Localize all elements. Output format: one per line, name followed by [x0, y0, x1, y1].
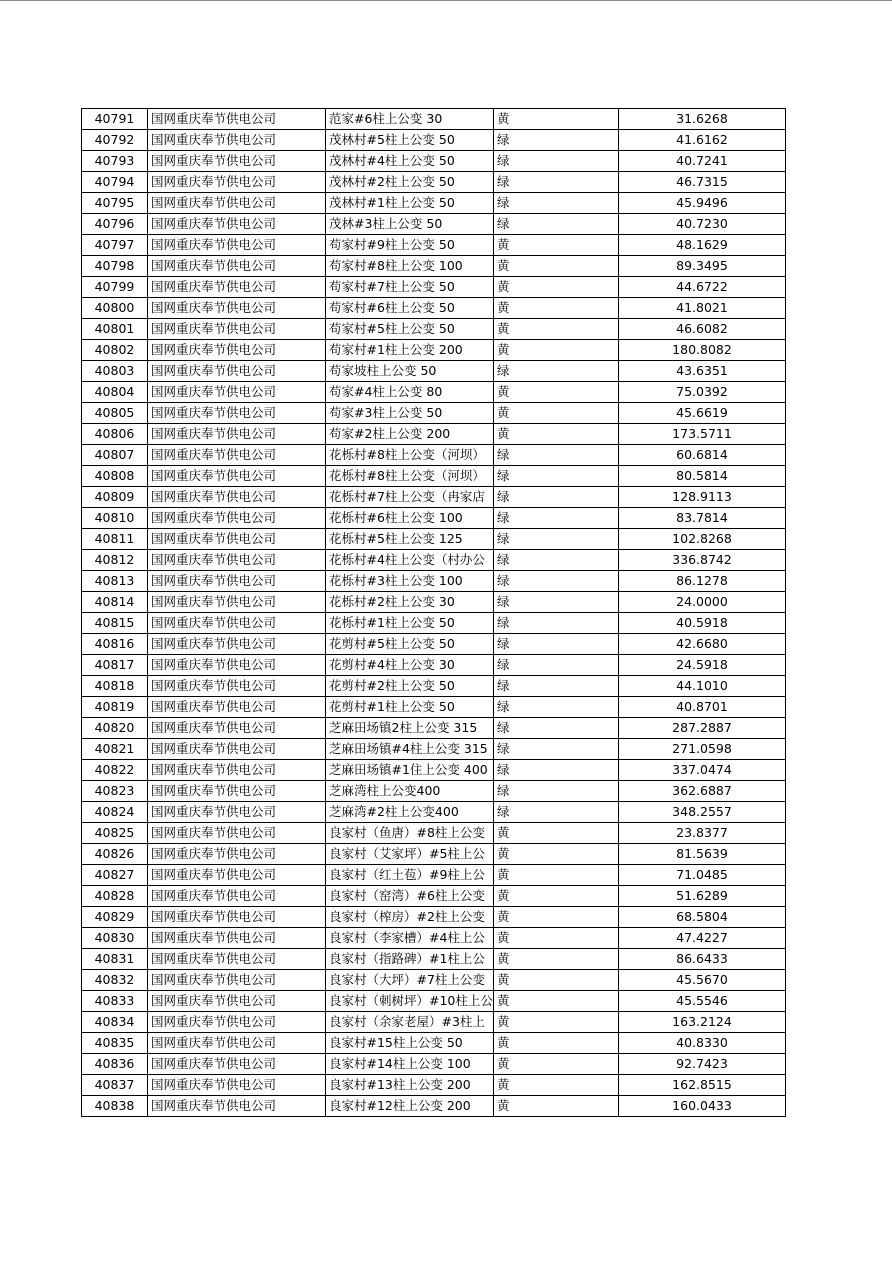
- cell-company: 国网重庆奉节供电公司: [148, 1096, 326, 1117]
- cell-company: 国网重庆奉节供电公司: [148, 130, 326, 151]
- table-row: [82, 739, 786, 760]
- cell-company: 国网重庆奉节供电公司: [148, 613, 326, 634]
- cell-id: 40815: [82, 613, 148, 634]
- cell-transformer-name: 苟家村#5柱上公变 50: [326, 319, 494, 340]
- table-row: [82, 235, 786, 256]
- cell-value: 80.5814: [619, 466, 786, 487]
- cell-company: 国网重庆奉节供电公司: [148, 193, 326, 214]
- cell-value: 40.7230: [619, 214, 786, 235]
- cell-id: 40838: [82, 1096, 148, 1117]
- cell-company: 国网重庆奉节供电公司: [148, 361, 326, 382]
- cell-value: 45.6619: [619, 403, 786, 424]
- cell-status: 黄: [494, 298, 619, 319]
- cell-status: 黄: [494, 277, 619, 298]
- cell-company: 国网重庆奉节供电公司: [148, 907, 326, 928]
- cell-company: 国网重庆奉节供电公司: [148, 1054, 326, 1075]
- cell-company: 国网重庆奉节供电公司: [148, 151, 326, 172]
- cell-id: 40837: [82, 1075, 148, 1096]
- cell-id: 40820: [82, 718, 148, 739]
- cell-status: 绿: [494, 571, 619, 592]
- cell-id: 40794: [82, 172, 148, 193]
- cell-status: 绿: [494, 172, 619, 193]
- cell-company: 国网重庆奉节供电公司: [148, 571, 326, 592]
- cell-id: 40799: [82, 277, 148, 298]
- cell-company: 国网重庆奉节供电公司: [148, 235, 326, 256]
- cell-value: 83.7814: [619, 508, 786, 529]
- cell-id: 40792: [82, 130, 148, 151]
- cell-transformer-name: 花栎村#5柱上公变 125: [326, 529, 494, 550]
- cell-status: 黄: [494, 109, 619, 130]
- table-row: [82, 466, 786, 487]
- cell-transformer-name: 花栎村#2柱上公变 30: [326, 592, 494, 613]
- cell-transformer-name: 花栎村#6柱上公变 100: [326, 508, 494, 529]
- cell-status: 黄: [494, 403, 619, 424]
- cell-company: 国网重庆奉节供电公司: [148, 109, 326, 130]
- cell-company: 国网重庆奉节供电公司: [148, 991, 326, 1012]
- cell-company: 国网重庆奉节供电公司: [148, 676, 326, 697]
- cell-transformer-name: 芝麻湾柱上公变400: [326, 781, 494, 802]
- cell-company: 国网重庆奉节供电公司: [148, 886, 326, 907]
- cell-transformer-name: 良家村（窑湾）#6柱上公变: [326, 886, 494, 907]
- cell-company: 国网重庆奉节供电公司: [148, 340, 326, 361]
- cell-id: 40791: [82, 109, 148, 130]
- table-row: [82, 445, 786, 466]
- cell-company: 国网重庆奉节供电公司: [148, 823, 326, 844]
- table-row: [82, 592, 786, 613]
- cell-company: 国网重庆奉节供电公司: [148, 844, 326, 865]
- cell-value: 162.8515: [619, 1075, 786, 1096]
- cell-company: 国网重庆奉节供电公司: [148, 487, 326, 508]
- cell-company: 国网重庆奉节供电公司: [148, 403, 326, 424]
- cell-transformer-name: 茂林村#5柱上公变 50: [326, 130, 494, 151]
- cell-status: 黄: [494, 886, 619, 907]
- cell-company: 国网重庆奉节供电公司: [148, 319, 326, 340]
- cell-value: 180.8082: [619, 340, 786, 361]
- cell-status: 黄: [494, 865, 619, 886]
- cell-status: 绿: [494, 466, 619, 487]
- cell-id: 40818: [82, 676, 148, 697]
- cell-id: 40831: [82, 949, 148, 970]
- cell-value: 45.5670: [619, 970, 786, 991]
- cell-transformer-name: 苟家村#7柱上公变 50: [326, 277, 494, 298]
- table-row: [82, 697, 786, 718]
- table-row: [82, 403, 786, 424]
- cell-company: 国网重庆奉节供电公司: [148, 277, 326, 298]
- table-row: [82, 1075, 786, 1096]
- cell-transformer-name: 苟家坡柱上公变 50: [326, 361, 494, 382]
- table-row: [82, 781, 786, 802]
- cell-company: 国网重庆奉节供电公司: [148, 445, 326, 466]
- cell-company: 国网重庆奉节供电公司: [148, 718, 326, 739]
- cell-status: 绿: [494, 613, 619, 634]
- cell-transformer-name: 茂林村#2柱上公变 50: [326, 172, 494, 193]
- cell-status: 黄: [494, 1012, 619, 1033]
- table-row: [82, 823, 786, 844]
- cell-company: 国网重庆奉节供电公司: [148, 1012, 326, 1033]
- table-row: [82, 340, 786, 361]
- cell-status: 黄: [494, 1075, 619, 1096]
- cell-value: 51.6289: [619, 886, 786, 907]
- table-row: [82, 970, 786, 991]
- cell-value: 160.0433: [619, 1096, 786, 1117]
- cell-value: 348.2557: [619, 802, 786, 823]
- cell-status: 黄: [494, 844, 619, 865]
- cell-id: 40808: [82, 466, 148, 487]
- table-row: [82, 172, 786, 193]
- table-row: [82, 424, 786, 445]
- cell-value: 44.1010: [619, 676, 786, 697]
- cell-status: 黄: [494, 340, 619, 361]
- cell-id: 40834: [82, 1012, 148, 1033]
- cell-status: 绿: [494, 634, 619, 655]
- cell-id: 40800: [82, 298, 148, 319]
- cell-status: 黄: [494, 949, 619, 970]
- cell-transformer-name: 苟家村#9柱上公变 50: [326, 235, 494, 256]
- table-row: [82, 487, 786, 508]
- cell-transformer-name: 花栎村#8柱上公变（河坝）: [326, 466, 494, 487]
- table-row: [82, 529, 786, 550]
- cell-id: 40814: [82, 592, 148, 613]
- table-row: [82, 760, 786, 781]
- table-row: [82, 928, 786, 949]
- cell-id: 40812: [82, 550, 148, 571]
- cell-transformer-name: 良家村（刺树坪）#10柱上公: [326, 991, 494, 1012]
- cell-status: 黄: [494, 1096, 619, 1117]
- cell-value: 47.4227: [619, 928, 786, 949]
- table-row: [82, 550, 786, 571]
- cell-company: 国网重庆奉节供电公司: [148, 949, 326, 970]
- cell-id: 40809: [82, 487, 148, 508]
- cell-id: 40835: [82, 1033, 148, 1054]
- cell-transformer-name: 花栎村#3柱上公变 100: [326, 571, 494, 592]
- cell-status: 绿: [494, 697, 619, 718]
- cell-status: 绿: [494, 592, 619, 613]
- table-row: [82, 1096, 786, 1117]
- cell-value: 102.8268: [619, 529, 786, 550]
- cell-id: 40821: [82, 739, 148, 760]
- table-row: [82, 655, 786, 676]
- page-top-rule: [0, 0, 892, 1]
- cell-transformer-name: 花剪村#4柱上公变 30: [326, 655, 494, 676]
- table-row: [82, 1033, 786, 1054]
- cell-transformer-name: 良家村（指路碑）#1柱上公: [326, 949, 494, 970]
- cell-id: 40817: [82, 655, 148, 676]
- cell-transformer-name: 花栎村#4柱上公变（村办公: [326, 550, 494, 571]
- cell-id: 40828: [82, 886, 148, 907]
- cell-company: 国网重庆奉节供电公司: [148, 529, 326, 550]
- cell-value: 43.6351: [619, 361, 786, 382]
- cell-value: 128.9113: [619, 487, 786, 508]
- cell-status: 黄: [494, 235, 619, 256]
- cell-id: 40795: [82, 193, 148, 214]
- cell-value: 68.5804: [619, 907, 786, 928]
- cell-company: 国网重庆奉节供电公司: [148, 655, 326, 676]
- cell-status: 绿: [494, 550, 619, 571]
- cell-id: 40811: [82, 529, 148, 550]
- cell-company: 国网重庆奉节供电公司: [148, 697, 326, 718]
- cell-id: 40804: [82, 382, 148, 403]
- cell-status: 绿: [494, 130, 619, 151]
- cell-status: 黄: [494, 1054, 619, 1075]
- cell-value: 40.8701: [619, 697, 786, 718]
- cell-company: 国网重庆奉节供电公司: [148, 550, 326, 571]
- cell-id: 40833: [82, 991, 148, 1012]
- cell-company: 国网重庆奉节供电公司: [148, 172, 326, 193]
- cell-transformer-name: 良家村（李家槽）#4柱上公: [326, 928, 494, 949]
- cell-transformer-name: 苟家#2柱上公变 200: [326, 424, 494, 445]
- cell-transformer-name: 芝麻田场镇2柱上公变 315: [326, 718, 494, 739]
- cell-value: 40.5918: [619, 613, 786, 634]
- cell-value: 92.7423: [619, 1054, 786, 1075]
- cell-value: 24.5918: [619, 655, 786, 676]
- cell-value: 45.9496: [619, 193, 786, 214]
- cell-id: 40816: [82, 634, 148, 655]
- cell-value: 75.0392: [619, 382, 786, 403]
- cell-value: 60.6814: [619, 445, 786, 466]
- cell-id: 40822: [82, 760, 148, 781]
- cell-status: 绿: [494, 718, 619, 739]
- cell-id: 40827: [82, 865, 148, 886]
- table-row: [82, 718, 786, 739]
- cell-id: 40832: [82, 970, 148, 991]
- cell-id: 40796: [82, 214, 148, 235]
- cell-status: 绿: [494, 487, 619, 508]
- cell-status: 绿: [494, 781, 619, 802]
- cell-value: 45.5546: [619, 991, 786, 1012]
- cell-status: 黄: [494, 382, 619, 403]
- cell-id: 40836: [82, 1054, 148, 1075]
- cell-id: 40798: [82, 256, 148, 277]
- cell-value: 31.6268: [619, 109, 786, 130]
- cell-status: 绿: [494, 193, 619, 214]
- cell-value: 46.7315: [619, 172, 786, 193]
- cell-status: 黄: [494, 991, 619, 1012]
- cell-id: 40807: [82, 445, 148, 466]
- cell-company: 国网重庆奉节供电公司: [148, 592, 326, 613]
- cell-transformer-name: 范家#6柱上公变 30: [326, 109, 494, 130]
- cell-transformer-name: 良家村（榨房）#2柱上公变: [326, 907, 494, 928]
- cell-id: 40805: [82, 403, 148, 424]
- cell-company: 国网重庆奉节供电公司: [148, 865, 326, 886]
- cell-company: 国网重庆奉节供电公司: [148, 382, 326, 403]
- table-row: [82, 676, 786, 697]
- cell-transformer-name: 花剪村#1柱上公变 50: [326, 697, 494, 718]
- cell-id: 40819: [82, 697, 148, 718]
- cell-transformer-name: 茂林#3柱上公变 50: [326, 214, 494, 235]
- table-row: [82, 571, 786, 592]
- cell-value: 86.6433: [619, 949, 786, 970]
- cell-company: 国网重庆奉节供电公司: [148, 1033, 326, 1054]
- cell-company: 国网重庆奉节供电公司: [148, 298, 326, 319]
- data-table: [81, 108, 786, 1117]
- cell-transformer-name: 良家村#13柱上公变 200: [326, 1075, 494, 1096]
- cell-value: 41.8021: [619, 298, 786, 319]
- cell-value: 41.6162: [619, 130, 786, 151]
- table-row: [82, 130, 786, 151]
- cell-value: 271.0598: [619, 739, 786, 760]
- cell-status: 绿: [494, 508, 619, 529]
- cell-status: 黄: [494, 424, 619, 445]
- cell-company: 国网重庆奉节供电公司: [148, 508, 326, 529]
- cell-id: 40793: [82, 151, 148, 172]
- cell-transformer-name: 芝麻湾#2柱上公变400: [326, 802, 494, 823]
- cell-value: 337.0474: [619, 760, 786, 781]
- cell-transformer-name: 茂林村#1柱上公变 50: [326, 193, 494, 214]
- cell-company: 国网重庆奉节供电公司: [148, 802, 326, 823]
- table-row: [82, 949, 786, 970]
- cell-status: 绿: [494, 739, 619, 760]
- cell-value: 42.6680: [619, 634, 786, 655]
- cell-transformer-name: 花栎村#7柱上公变（冉家店: [326, 487, 494, 508]
- cell-status: 黄: [494, 319, 619, 340]
- cell-transformer-name: 苟家村#6柱上公变 50: [326, 298, 494, 319]
- cell-id: 40806: [82, 424, 148, 445]
- table-row: [82, 802, 786, 823]
- cell-status: 绿: [494, 760, 619, 781]
- cell-status: 黄: [494, 823, 619, 844]
- cell-transformer-name: 良家村（艾家坪）#5柱上公: [326, 844, 494, 865]
- table-row: [82, 991, 786, 1012]
- table-row: [82, 865, 786, 886]
- cell-status: 黄: [494, 256, 619, 277]
- cell-transformer-name: 花剪村#2柱上公变 50: [326, 676, 494, 697]
- cell-company: 国网重庆奉节供电公司: [148, 1075, 326, 1096]
- cell-status: 绿: [494, 151, 619, 172]
- cell-company: 国网重庆奉节供电公司: [148, 928, 326, 949]
- cell-status: 绿: [494, 445, 619, 466]
- table-row: [82, 109, 786, 130]
- cell-status: 绿: [494, 676, 619, 697]
- cell-id: 40825: [82, 823, 148, 844]
- table-row: [82, 508, 786, 529]
- cell-value: 44.6722: [619, 277, 786, 298]
- cell-company: 国网重庆奉节供电公司: [148, 739, 326, 760]
- cell-status: 黄: [494, 1033, 619, 1054]
- cell-id: 40797: [82, 235, 148, 256]
- table-body: [82, 109, 786, 1117]
- cell-company: 国网重庆奉节供电公司: [148, 256, 326, 277]
- cell-transformer-name: 良家村（余家老屋）#3柱上: [326, 1012, 494, 1033]
- cell-id: 40802: [82, 340, 148, 361]
- cell-transformer-name: 茂林村#4柱上公变 50: [326, 151, 494, 172]
- cell-transformer-name: 芝麻田场镇#4柱上公变 315: [326, 739, 494, 760]
- cell-id: 40830: [82, 928, 148, 949]
- table-row: [82, 151, 786, 172]
- cell-value: 81.5639: [619, 844, 786, 865]
- cell-transformer-name: 良家村（大坪）#7柱上公变: [326, 970, 494, 991]
- cell-status: 绿: [494, 529, 619, 550]
- cell-value: 71.0485: [619, 865, 786, 886]
- cell-transformer-name: 苟家#3柱上公变 50: [326, 403, 494, 424]
- cell-transformer-name: 花栎村#8柱上公变（河坝）: [326, 445, 494, 466]
- cell-value: 24.0000: [619, 592, 786, 613]
- cell-company: 国网重庆奉节供电公司: [148, 634, 326, 655]
- cell-id: 40824: [82, 802, 148, 823]
- cell-value: 173.5711: [619, 424, 786, 445]
- cell-value: 287.2887: [619, 718, 786, 739]
- cell-value: 23.8377: [619, 823, 786, 844]
- cell-company: 国网重庆奉节供电公司: [148, 781, 326, 802]
- table-row: [82, 277, 786, 298]
- cell-transformer-name: 良家村#12柱上公变 200: [326, 1096, 494, 1117]
- table-row: [82, 634, 786, 655]
- cell-transformer-name: 苟家#4柱上公变 80: [326, 382, 494, 403]
- table-row: [82, 214, 786, 235]
- cell-id: 40829: [82, 907, 148, 928]
- cell-status: 绿: [494, 655, 619, 676]
- cell-company: 国网重庆奉节供电公司: [148, 424, 326, 445]
- cell-status: 绿: [494, 214, 619, 235]
- table-row: [82, 907, 786, 928]
- cell-value: 336.8742: [619, 550, 786, 571]
- cell-company: 国网重庆奉节供电公司: [148, 760, 326, 781]
- cell-company: 国网重庆奉节供电公司: [148, 970, 326, 991]
- cell-value: 86.1278: [619, 571, 786, 592]
- cell-status: 绿: [494, 802, 619, 823]
- table-row: [82, 1054, 786, 1075]
- cell-id: 40801: [82, 319, 148, 340]
- table-row: [82, 193, 786, 214]
- cell-transformer-name: 花剪村#5柱上公变 50: [326, 634, 494, 655]
- table-row: [82, 382, 786, 403]
- table-row: [82, 256, 786, 277]
- table-row: [82, 319, 786, 340]
- table-row: [82, 1012, 786, 1033]
- cell-status: 绿: [494, 361, 619, 382]
- cell-id: 40803: [82, 361, 148, 382]
- cell-transformer-name: 芝麻田场镇#1住上公变 400: [326, 760, 494, 781]
- cell-value: 89.3495: [619, 256, 786, 277]
- cell-id: 40810: [82, 508, 148, 529]
- cell-value: 46.6082: [619, 319, 786, 340]
- cell-transformer-name: 苟家村#8柱上公变 100: [326, 256, 494, 277]
- cell-company: 国网重庆奉节供电公司: [148, 466, 326, 487]
- cell-status: 黄: [494, 970, 619, 991]
- cell-value: 163.2124: [619, 1012, 786, 1033]
- cell-status: 黄: [494, 928, 619, 949]
- cell-id: 40813: [82, 571, 148, 592]
- cell-value: 40.7241: [619, 151, 786, 172]
- cell-id: 40823: [82, 781, 148, 802]
- cell-value: 48.1629: [619, 235, 786, 256]
- cell-value: 362.6887: [619, 781, 786, 802]
- cell-value: 40.8330: [619, 1033, 786, 1054]
- cell-company: 国网重庆奉节供电公司: [148, 214, 326, 235]
- cell-transformer-name: 良家村#15柱上公变 50: [326, 1033, 494, 1054]
- table-row: [82, 298, 786, 319]
- cell-status: 黄: [494, 907, 619, 928]
- table-row: [82, 844, 786, 865]
- table-row: [82, 886, 786, 907]
- cell-transformer-name: 苟家村#1柱上公变 200: [326, 340, 494, 361]
- cell-id: 40826: [82, 844, 148, 865]
- cell-transformer-name: 良家村#14柱上公变 100: [326, 1054, 494, 1075]
- cell-transformer-name: 花栎村#1柱上公变 50: [326, 613, 494, 634]
- cell-transformer-name: 良家村（红土苞）#9柱上公: [326, 865, 494, 886]
- table-row: [82, 361, 786, 382]
- table-row: [82, 613, 786, 634]
- cell-transformer-name: 良家村（鱼唐）#8柱上公变: [326, 823, 494, 844]
